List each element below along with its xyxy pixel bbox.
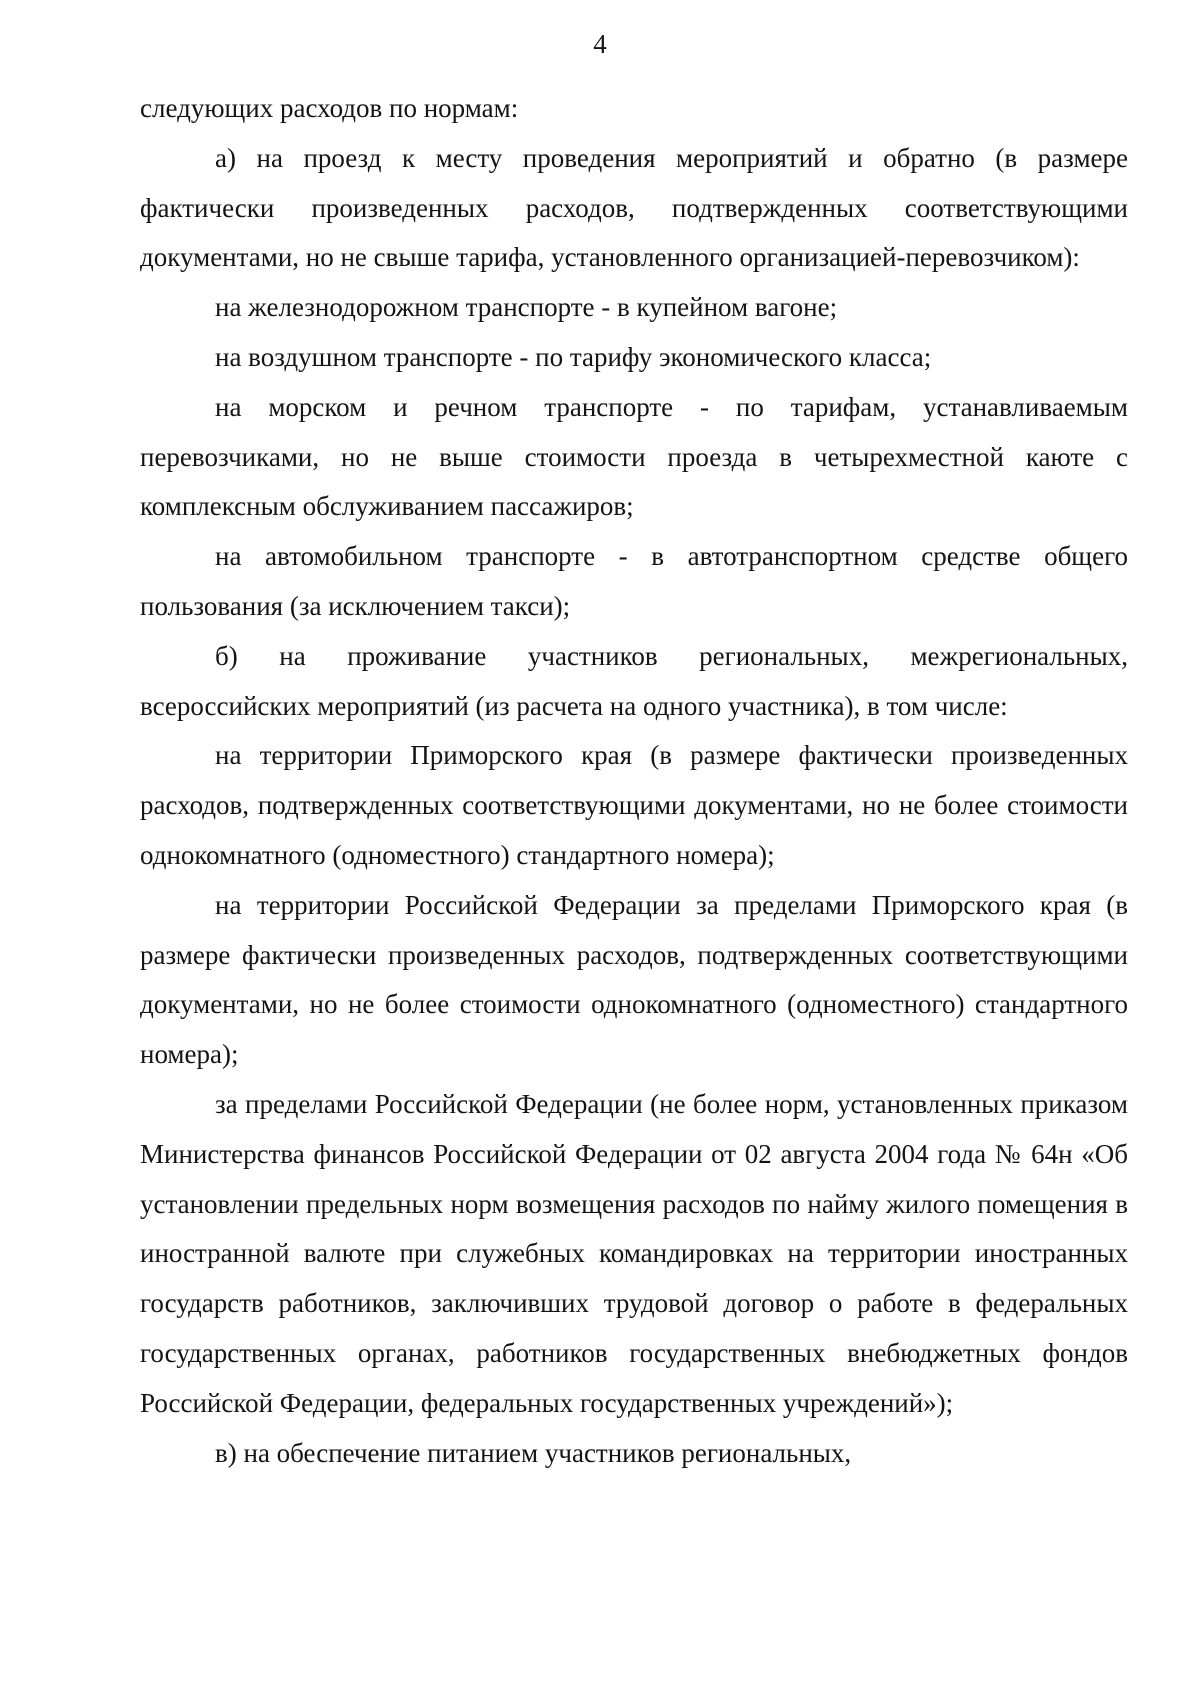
paragraph-continuation: следующих расходов по нормам:: [140, 93, 519, 123]
paragraph-item-b-accommodation: б) на проживание участников региональных, межрегиональных, всероссийских мероприятий (из расчета на одного участника), в том числе:: [140, 640, 1128, 721]
paragraph-abroad: за пределами Российской Федерации (не более норм, установленных приказом Министерства финансов Российской Федерации от 02 августа 2004 года № 64н «Об установлении предельных норм возмещения расходов по найму жилого помещения в иностранной валюте при служебных командировках на территории иностранных государств работников, заключивших трудовой договор о работе в федеральных государственных органах, работников государственных внебюджетных фондов Российской Федерации, федеральных государственных учреждений»);: [140, 1088, 1128, 1418]
paragraph-item-a-travel: а) на проезд к месту проведения мероприятий и обратно (в размере фактически произведенных расходов, подтвержденных соответствующими документами, но не свыше тарифа, установленного организацией-перевозчиком):: [140, 142, 1128, 273]
paragraph-russian-federation: на территории Российской Федерации за пределами Приморского края (в размере фактически произведенных расходов, подтвержденных соответствующими документами, но не более стоимости однокомнатного (одноместного) стандартного номера);: [140, 889, 1128, 1070]
paragraph-sea-river-transport: на морском и речном транспорте - по тарифам, устанавливаемым перевозчиками, но не выше стоимости проезда в четырехместной каюте с комплексным обслуживанием пассажиров;: [140, 391, 1128, 522]
paragraph-item-v-meals: в) на обеспечение питанием участников региональных,: [215, 1437, 852, 1468]
paragraph-rail-transport: на железнодорожном транспорте - в купейном вагоне;: [215, 292, 838, 323]
paragraph-road-transport: на автомобильном транспорте - в автотранспортном средстве общего пользования (за исключением такси);: [140, 541, 1128, 621]
paragraph-air-transport: на воздушном транспорте - по тарифу экономического класса;: [215, 341, 932, 372]
page-number: 4: [593, 29, 607, 59]
document-body: [140, 84, 1128, 1478]
paragraph-primorsky-krai: на территории Приморского края (в размере фактически произведенных расходов, подтвержденных соответствующими документами, но не более стоимости однокомнатного (одноместного) стандартного номера);: [140, 740, 1128, 870]
